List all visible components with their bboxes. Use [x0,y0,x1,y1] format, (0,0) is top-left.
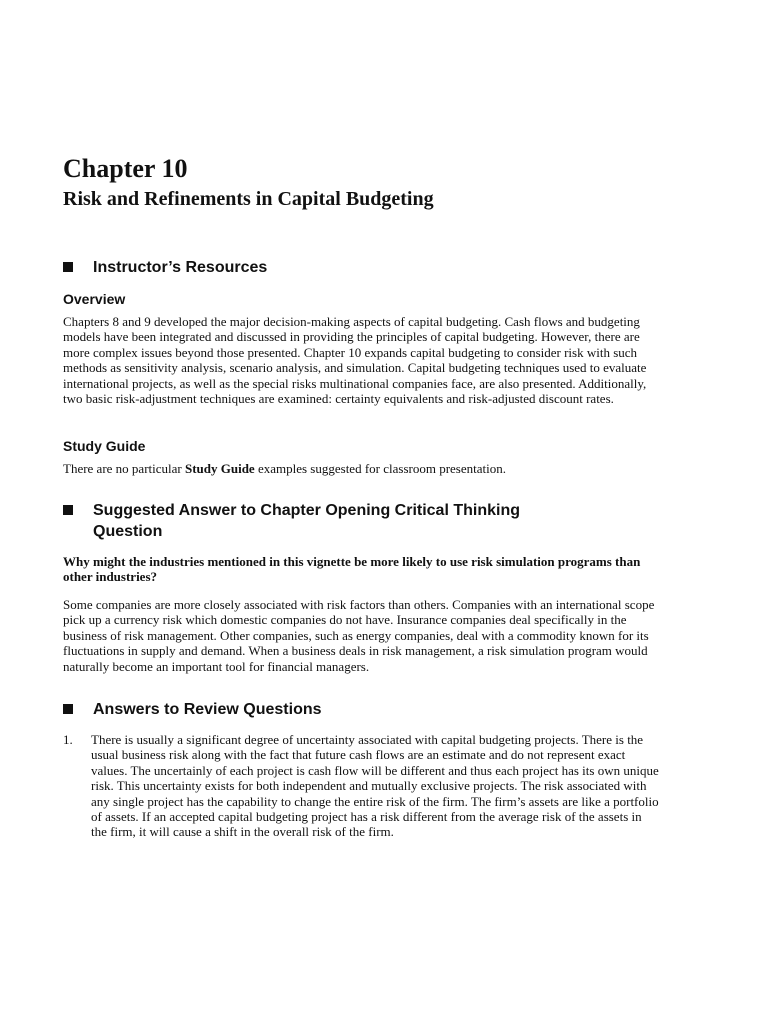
critical-thinking-question: Why might the industries mentioned in this vignette be more likely to use risk simulation programs than other industries? [63,554,641,585]
list-item-number: 1. [63,732,73,747]
list-item-text: There is usually a significant degree of uncertainty associated with capital budgeting projects. There is the usual business risk along with the fact that future cash flows are an estimate and do not represent exact values. The uncertainly of each project is cash flow will be different and thus each project has its own unique risk. This uncertainty exists for both independent and mutually exclusive projects. The risk associated with any single project has the capability to change the entire risk of the firm. The firm’s assets are like a portfolio of assets. If an accepted capital budgeting project has a risk different from the average risk of the assets in the firm, it will cause a shift in the overall risk of the firm. [91,732,659,840]
square-bullet-icon [63,505,73,515]
square-bullet-icon [63,704,73,714]
overview-paragraph: Chapters 8 and 9 developed the major decision-making aspects of capital budgeting. Cash flows and budgeting models have been integrated and discussed in providing the principles of capital budgeting. However, there are more complex issues beyond those presented. Chapter 10 expands capital budgeting to consider risk with such methods as sensitivity analysis, scenario analysis, and simulation. Capital budgeting techniques used to evaluate international projects, as well as the special risks multinational companies face, are also presented. Additionally, two basic risk-adjustment techniques are examined: certainty equivalents and risk-adjusted discount rates. [63,314,647,407]
critical-thinking-answer: Some companies are more closely associated with risk factors than others. Companies with an international scope pick up a currency risk which domestic companies do not have. Insurance companies deal specifically in the business of risk management. Other companies, such as energy companies, deal with a commodity known for its fluctuations in supply and demand. When a business deals in risk management, a risk simulation program would naturally become an important tool for financial managers. [63,597,655,674]
study-guide-text-pre: There are no particular [63,461,185,476]
chapter-title: Risk and Refinements in Capital Budgeting [63,188,434,210]
overview-heading: Overview [63,291,126,307]
section-heading-critical-thinking [63,500,533,542]
section-heading-text: Answers to Review Questions [93,701,322,718]
section-heading-text: Instructor’s Resources [93,259,268,276]
square-bullet-icon [63,262,73,272]
chapter-number: Chapter 10 [63,154,188,183]
study-guide-text-bold: Study Guide [184,461,255,476]
list-item [63,732,663,840]
study-guide-text-post: examples suggested for classroom presentation. [254,461,506,476]
study-guide-paragraph [63,461,659,476]
section-heading-review [63,699,533,720]
section-heading-text: Suggested Answer to Chapter Opening Critical Thinking Question [93,502,520,540]
study-guide-heading: Study Guide [63,438,146,454]
section-heading-resources [63,257,533,278]
